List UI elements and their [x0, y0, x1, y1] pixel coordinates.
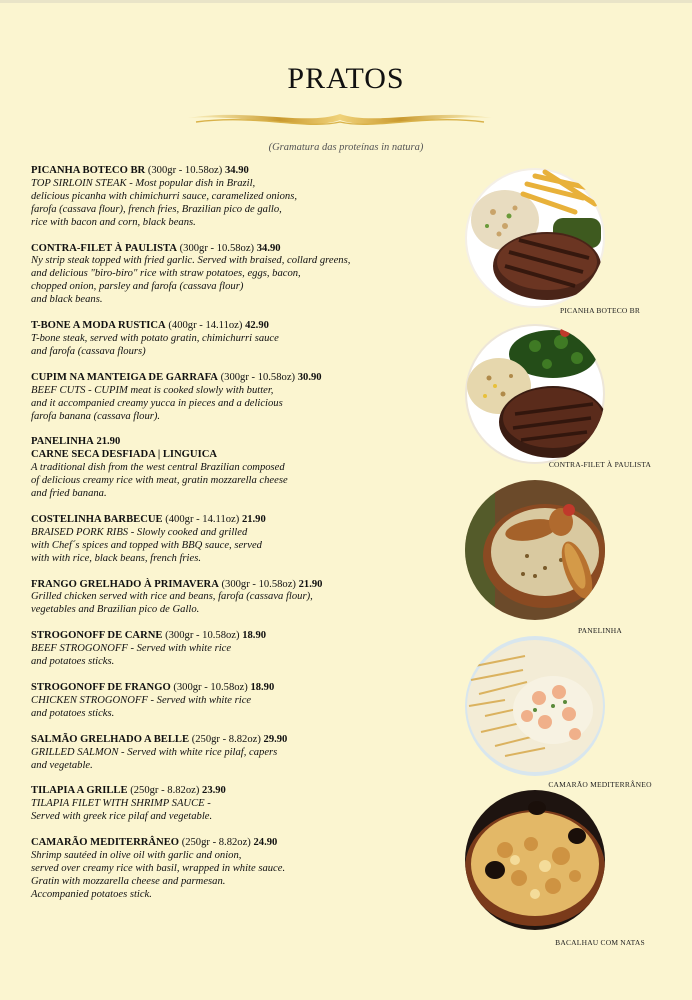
dish-item [31, 579, 431, 618]
dish-weight: (300gr - 10.58oz) [147, 165, 223, 176]
dish-description-line: Grilled chicken served with rice and beans, farofa (cassava flour), [31, 591, 313, 603]
dish-item [31, 372, 431, 424]
dish-description-line: served over creamy rice with basil, wrapped in white sauce. [31, 862, 286, 874]
dish-weight: (300gr - 10.58oz) [165, 630, 240, 642]
dish-item [31, 514, 431, 566]
dish-name: TILAPIA A GRILLE [31, 785, 128, 797]
dish-description-line: and potatoes sticks. [31, 656, 115, 668]
dish-heading [31, 630, 431, 643]
dish-description-line: TOP SIRLOIN STEAK - Most popular dish in Brazil, [31, 177, 256, 189]
dish-description-line: BEEF STROGONOFF - Served with white rice [31, 643, 232, 655]
dish-weight: (300gr - 10.58oz) [221, 578, 296, 590]
dish-price: 18.90 [242, 630, 267, 642]
dish-description-line: T-bone steak, served with potato gratin, chimichurri sauce [31, 332, 279, 344]
page-title: PRATOS [287, 62, 405, 95]
dish-price: 21.90 [96, 436, 121, 448]
dish-description-line: and vegetable. [31, 759, 93, 771]
dish-heading [31, 785, 431, 798]
dish-description-line: CHICKEN STROGONOFF - Served with white rice [31, 694, 252, 706]
dish-weight: (400gr - 14.11oz) [168, 320, 243, 332]
dish-price: 21.90 [298, 578, 323, 590]
dish-weight: (250gr - 8.82oz) [130, 785, 200, 797]
dish-heading [31, 579, 431, 592]
dish-heading [31, 514, 431, 527]
dish-list [31, 165, 431, 915]
dish-name: PICANHA BOTECO BR [31, 165, 146, 176]
dish-weight: (300gr - 10.58oz) [179, 242, 255, 254]
dish-description-line: and black beans. [31, 294, 103, 306]
dish-item [31, 734, 431, 773]
dish-description-line: and delicious "biro-biro" rice with straw potatoes, eggs, bacon, [31, 268, 301, 280]
dish-name: CAMARÃO MEDITERRÂNEO [31, 837, 180, 849]
dish-weight: (250gr - 8.82oz) [181, 837, 251, 849]
dish-price: 18.90 [250, 682, 275, 693]
dish-price: 23.90 [202, 785, 226, 797]
dish-name: CONTRA-FILET À PAULISTA [31, 242, 177, 254]
dish-price: 21.90 [241, 513, 266, 525]
dish-weight: (250gr - 8.82oz) [191, 733, 261, 745]
dish-description-line: chopped onion, parsley and farofa (cassava flour) [31, 281, 244, 293]
dish-description-line: Served with greek rice pilaf and vegetable. [31, 811, 213, 823]
photo-caption-1: PICANHA BOTECO BR [559, 306, 641, 315]
dish-heading [31, 165, 431, 178]
dish-name: SALMÃO GRELHADO A BELLE [31, 733, 190, 745]
dish-heading [31, 372, 431, 385]
photo-caption-2: CONTRA-FILET À PAULISTA [548, 460, 652, 469]
dish-description-line: Ny strip steak topped with fried garlic. Served with braised, collard greens, [31, 255, 351, 267]
dish-weight: (400gr - 14.11oz) [165, 513, 240, 525]
photo-caption-3: PANELINHA [577, 626, 623, 635]
dish-name: STROGONOFF DE CARNE [31, 630, 163, 642]
dish-description-line: and potatoes sticks. [31, 707, 115, 719]
dish-description-line: TILAPIA FILET WITH SHRIMP SAUCE - [31, 798, 211, 810]
dish-price: 34.90 [256, 242, 281, 254]
photo-bacalhau [465, 790, 605, 930]
dish-description-line: BRAISED PORK RIBS - Slowly cooked and grilled [31, 526, 248, 538]
dish-price: 42.90 [245, 320, 269, 332]
dish-heading [31, 682, 431, 695]
gold-swash-ornament [186, 104, 494, 134]
photo-caption-5: BACALHAU COM NATAS [555, 938, 645, 947]
dish-heading [31, 436, 431, 449]
dish-weight: (300gr - 10.58oz) [173, 682, 248, 693]
dish-name: FRANGO GRELHADO À PRIMAVERA [31, 578, 219, 590]
dish-item [31, 436, 431, 501]
dish-name: T-BONE A MODA RUSTICA [31, 320, 166, 332]
dish-item [31, 837, 431, 902]
dish-description-line: and farofa (cassava flours) [31, 345, 146, 357]
dish-description-line: delicious picanha with chimichurri sauce, caramelized onions, [31, 190, 297, 202]
photo-contra-filet [465, 324, 605, 464]
dish-description-line: farofa banana (cassava flour). [31, 410, 161, 422]
dish-heading [31, 320, 431, 333]
dish-price: 24.90 [253, 837, 278, 849]
dish-description-line: with Chef´s spices and topped with BBQ sauce, served [31, 539, 262, 551]
dish-description-line: Accompanied potatoes stick. [31, 888, 152, 900]
dish-description-line: vegetables and Brazilian pico de Gallo. [31, 604, 200, 616]
dish-description-line: GRILLED SALMON - Served with white rice pilaf, capers [31, 746, 278, 758]
dish-heading [31, 734, 431, 747]
dish-description-line: farofa (cassava flour), french fries, Brazilian pico de gallo, [31, 203, 282, 215]
photo-panelinha [465, 480, 605, 620]
dish-item [31, 243, 431, 308]
dish-name: CUPIM NA MANTEIGA DE GARRAFA [31, 371, 218, 383]
dish-price: 29.90 [263, 733, 288, 745]
dish-description-line: BEEF CUTS - CUPIM meat is cooked slowly with butter, [31, 384, 274, 396]
dish-item [31, 682, 431, 721]
photo-camarao-1 [465, 636, 605, 776]
dish-item [31, 165, 431, 230]
dish-name: COSTELINHA BARBECUE [31, 513, 163, 525]
dish-description-line: A traditional dish from the west central Brazilian composed [31, 462, 285, 474]
dish-description-line: of delicious creamy rice with meat, gratin mozzarella cheese [31, 475, 288, 487]
photo-caption-4: CAMARÃO MEDITERRÂNEO [548, 780, 652, 789]
dish-description-line: with with rice, black beans, french fries. [31, 552, 201, 564]
dish-item [31, 320, 431, 359]
protein-weight-note: (Gramatura das proteínas in natura) [268, 142, 424, 153]
dish-heading [31, 243, 431, 256]
dish-description-line: and it accompanied creamy yucca in pieces and a delicious [31, 397, 283, 409]
dish-name: STROGONOFF DE FRANGO [31, 682, 171, 693]
dish-heading [31, 837, 431, 850]
top-strip [0, 0, 692, 3]
dish-description-line: rice with bacon and corn, black beans. [31, 216, 196, 228]
dish-weight: (300gr - 10.58oz) [220, 371, 296, 383]
dish-subtitle: CARNE SECA DESFIADA | LINGUICA [31, 449, 217, 461]
dish-price: 30.90 [297, 371, 322, 383]
photo-picanha [465, 168, 605, 308]
dish-name: PANELINHA [31, 436, 94, 448]
dish-item [31, 785, 431, 824]
dish-description-line: Gratin with mozzarella cheese and parmesan. [31, 875, 226, 887]
dish-description-line: and fried banana. [31, 488, 107, 500]
dish-price: 34.90 [224, 165, 249, 176]
dish-description-line: Shrimp sautéed in olive oil with garlic and onion, [31, 850, 242, 862]
dish-item [31, 630, 431, 669]
